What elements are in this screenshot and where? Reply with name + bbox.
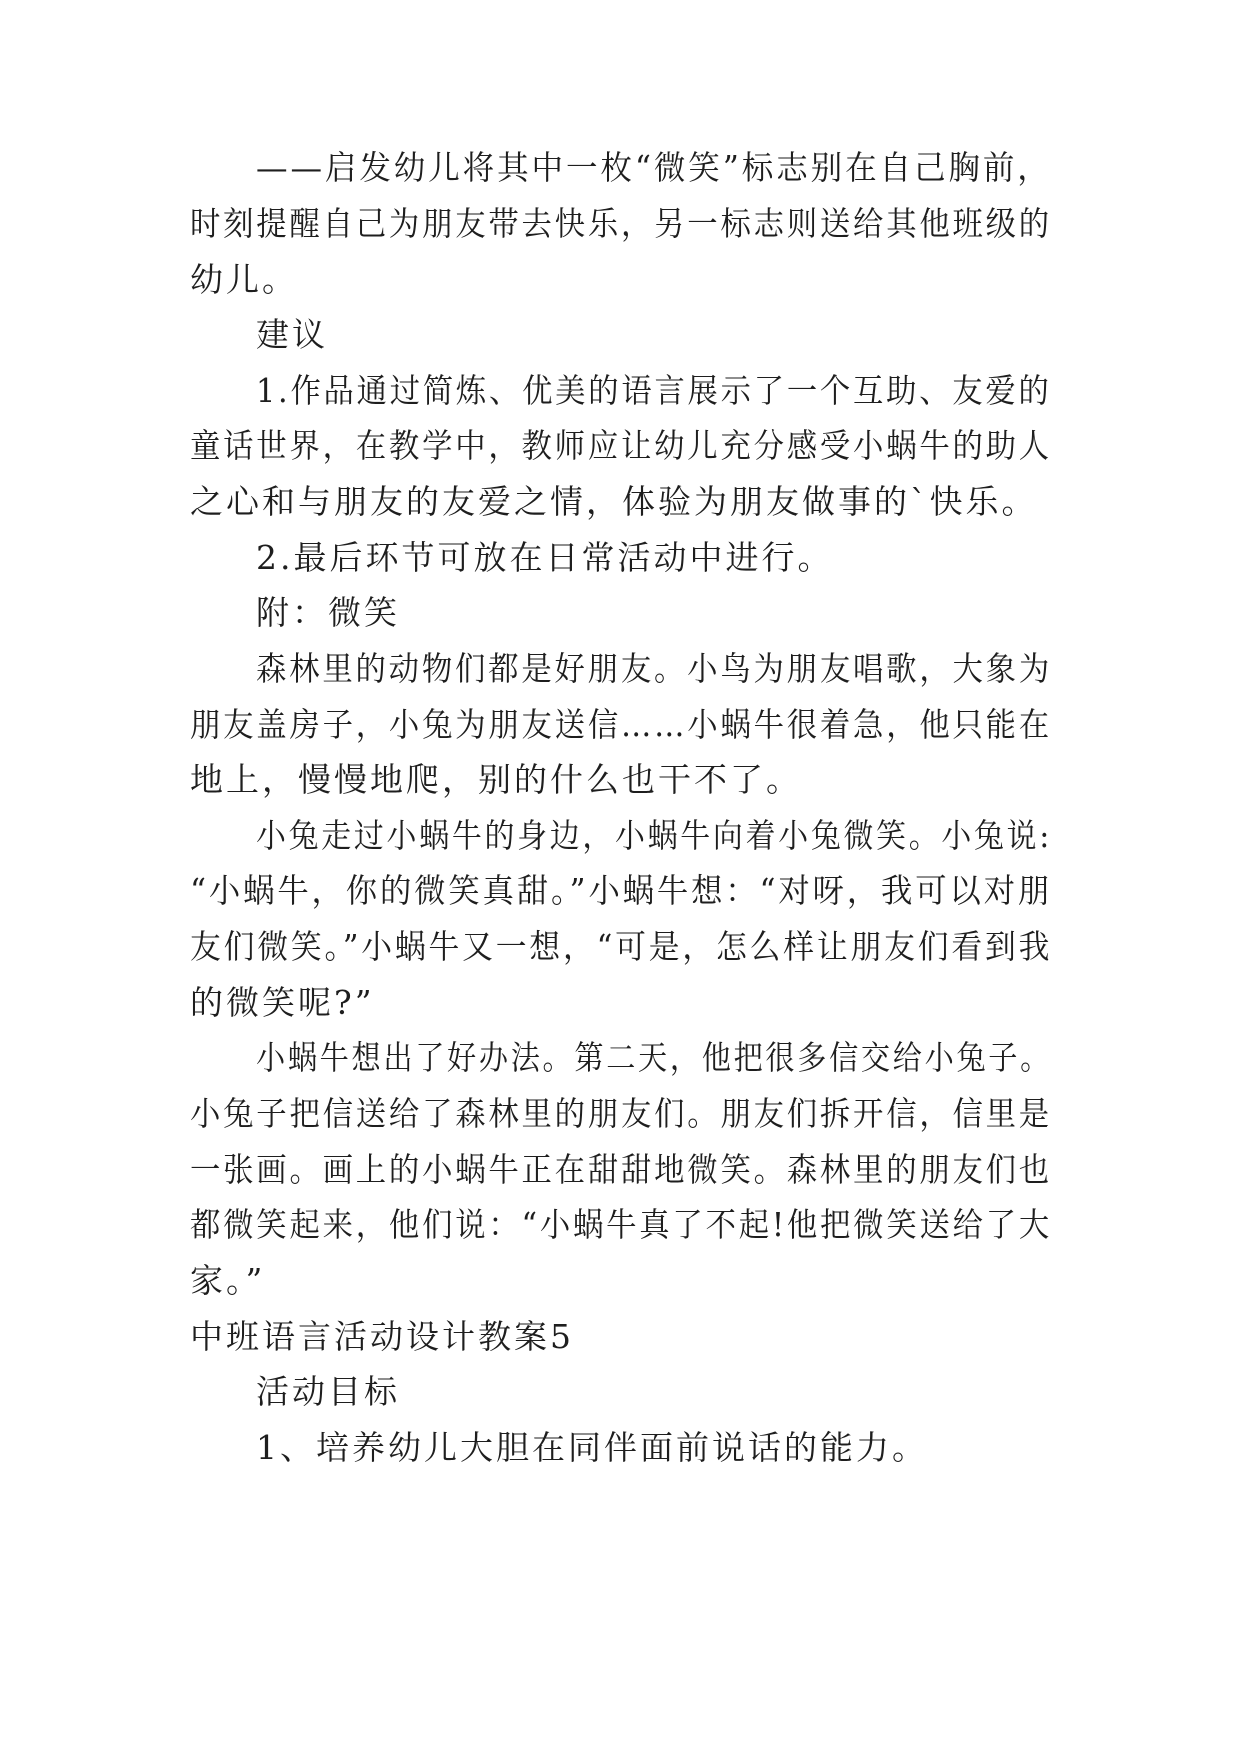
- text-line: 友们微笑。”小蜗牛又一想，“可是，怎么样让朋友们看到我: [190, 927, 1053, 966]
- text-line: 之心和与朋友的友爱之情，体验为朋友做事的`快乐。: [190, 482, 1038, 521]
- text-line: 小兔子把信送给了森林里的朋友们。朋友们拆开信，信里是: [190, 1094, 1052, 1133]
- text-line: 森林里的动物们都是好朋友。小鸟为朋友唱歌，大象为: [256, 649, 1053, 688]
- text-line: “小蜗牛，你的微笑真甜。”小蜗牛想：“对呀，我可以对朋: [190, 871, 1053, 910]
- text-line: 附：微笑: [256, 593, 400, 632]
- section-heading: 中班语言活动设计教案5: [190, 1317, 574, 1356]
- text-line: 1、培养幼儿大胆在同伴面前说话的能力。: [256, 1428, 928, 1467]
- text-line: 朋友盖房子，小兔为朋友送信……小蜗牛很着急，他只能在: [190, 705, 1052, 744]
- text-line: 建议: [256, 315, 328, 354]
- text-line: 一张画。画上的小蜗牛正在甜甜地微笑。森林里的朋友们也: [190, 1150, 1052, 1189]
- text-line: 小蜗牛想出了好办法。第二天，他把很多信交给小兔子。: [256, 1038, 1052, 1077]
- text-line: 活动目标: [256, 1372, 400, 1411]
- text-line: 时刻提醒自己为朋友带去快乐，另一标志则送给其他班级的: [190, 204, 1052, 243]
- text-line: 地上，慢慢地爬，别的什么也干不了。: [190, 760, 802, 799]
- text-line: 幼儿。: [190, 260, 298, 299]
- text-line: 2.最后环节可放在日常活动中进行。: [256, 538, 834, 577]
- text-line: 小兔走过小蜗牛的身边，小蜗牛向着小兔微笑。小兔说:: [256, 816, 1053, 855]
- text-line: ——启发幼儿将其中一枚“微笑”标志别在自己胸前，: [256, 148, 1052, 187]
- text-line: 童话世界，在教学中，教师应让幼儿充分感受小蜗牛的助人: [190, 426, 1052, 465]
- text-line: 都微笑起来，他们说：“小蜗牛真了不起!他把微笑送给了大: [190, 1205, 1053, 1244]
- text-line: 的微笑呢?”: [190, 983, 375, 1022]
- text-line: 1.作品通过简炼、优美的语言展示了一个互助、友爱的: [256, 371, 1052, 410]
- text-line: 家。”: [190, 1261, 266, 1300]
